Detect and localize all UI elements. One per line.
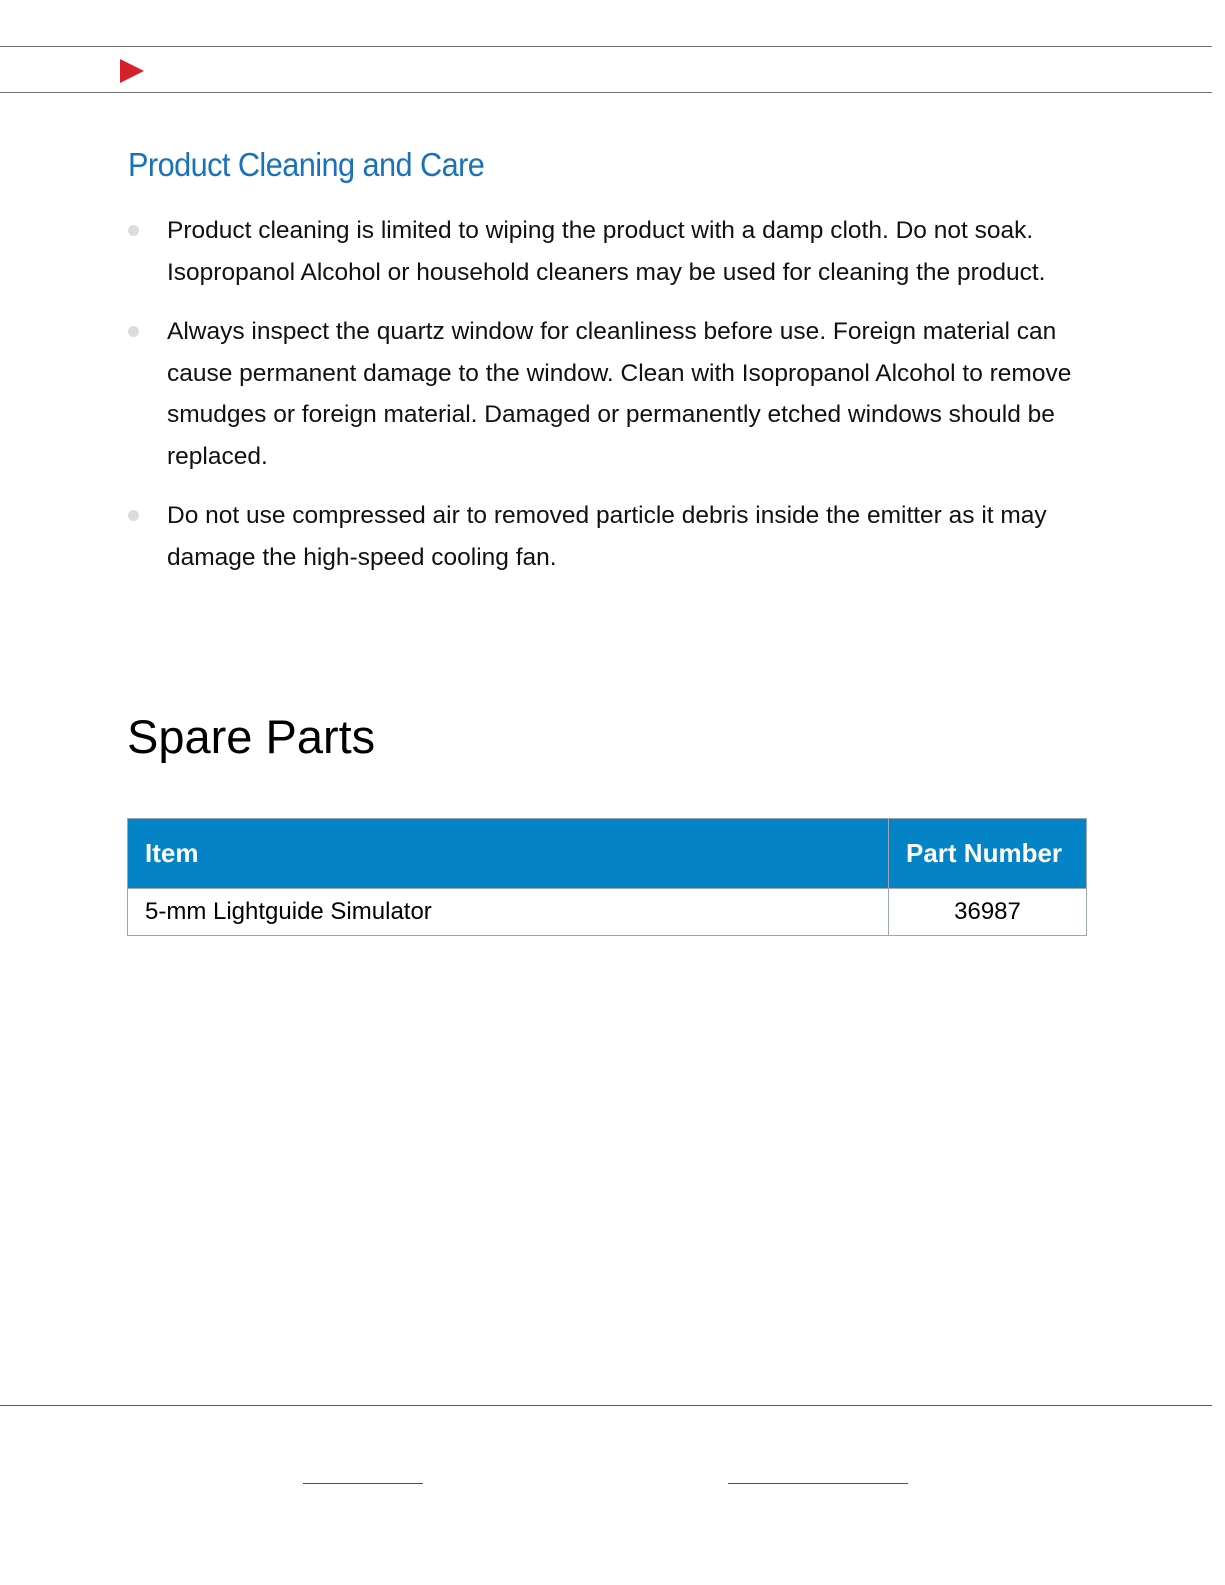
header-rule-bottom xyxy=(0,92,1212,93)
bullet-dot-icon xyxy=(128,326,139,337)
bullet-dot-icon xyxy=(128,510,139,521)
part-number-cell: 36987 xyxy=(889,889,1087,936)
cleaning-bullet-text: Product cleaning is limited to wiping the product with a damp cloth. Do not soak. Isopropanol Alcohol or household cleaners may be used for cleaning the product. xyxy=(167,217,1046,286)
cleaning-heading: Product Cleaning and Care xyxy=(128,146,485,183)
cleaning-bullet-item xyxy=(128,311,1088,477)
footer-link-underline[interactable] xyxy=(303,1483,423,1484)
footer-rule xyxy=(0,1405,1212,1406)
red-triangle-right-icon xyxy=(120,59,144,83)
cleaning-bullet-list xyxy=(128,210,1088,596)
table-row xyxy=(128,889,1087,936)
cleaning-bullet-item xyxy=(128,210,1088,293)
cleaning-bullet-item xyxy=(128,495,1088,578)
cleaning-bullet-text: Always inspect the quartz window for cleanliness before use. Foreign material can cause permanent damage to the window. Clean with Isopropanol Alcohol to remove smudges or foreign material. Damaged or permanently etched windows should be replaced. xyxy=(167,318,1072,470)
footer-link-underline[interactable] xyxy=(728,1483,908,1484)
spare-parts-heading: Spare Parts xyxy=(127,710,376,763)
header-rule-top xyxy=(0,46,1212,47)
cleaning-bullet-text: Do not use compressed air to removed particle debris inside the emitter as it may damage the high-speed cooling fan. xyxy=(167,502,1047,571)
table-header-row xyxy=(128,819,1087,889)
item-cell: 5-mm Lightguide Simulator xyxy=(128,889,889,936)
bullet-dot-icon xyxy=(128,225,139,236)
column-header-part-number: Part Number xyxy=(889,819,1087,889)
spare-parts-table xyxy=(127,818,1087,936)
column-header-item: Item xyxy=(128,819,889,889)
